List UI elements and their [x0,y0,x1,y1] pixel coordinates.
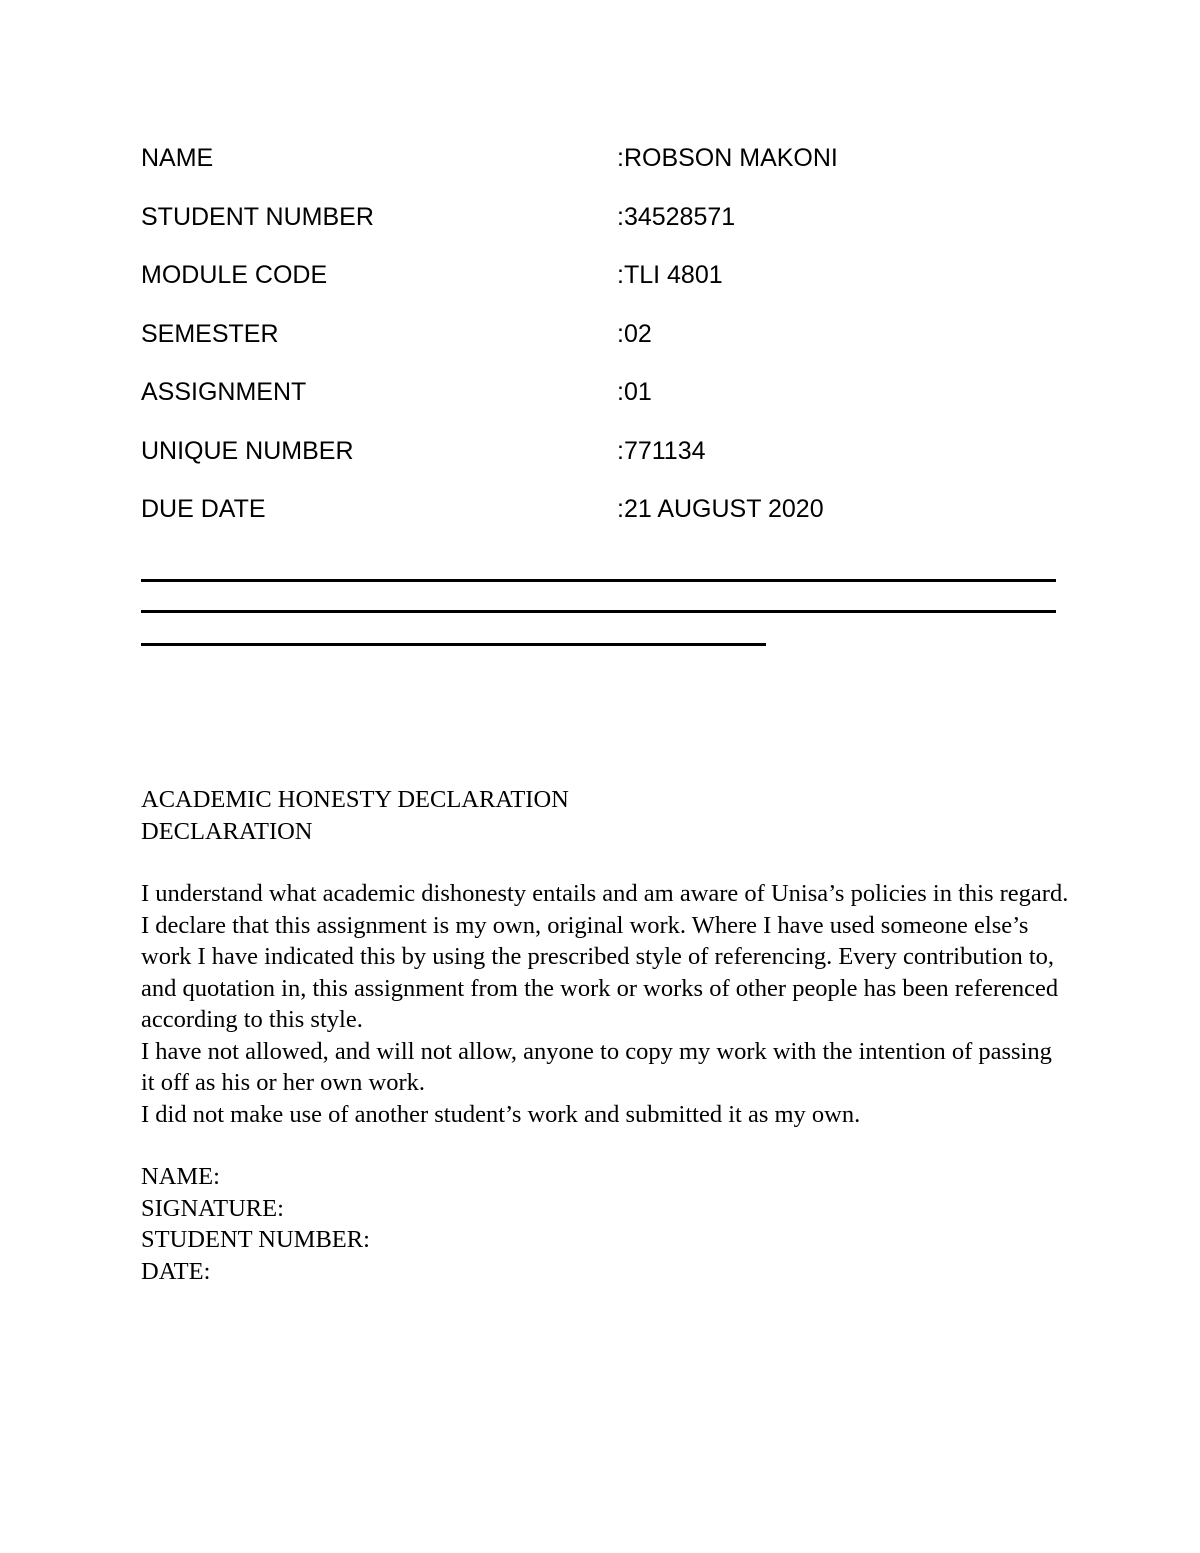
info-row-unique-number [141,431,1061,490]
info-label: ASSIGNMENT [141,378,307,406]
info-row-due-date [141,489,1061,548]
field-date-label: DATE: [141,1257,211,1285]
declaration-subheading: DECLARATION [141,817,313,845]
declaration-paragraph: I did not make use of another student’s work and submitted it as my own. [141,1100,861,1128]
info-value: :02 [617,319,652,348]
info-label: NAME [141,144,214,172]
declaration-fields [141,1161,1071,1287]
field-student-number-label: STUDENT NUMBER: [141,1226,370,1253]
separator-line [141,579,1056,582]
info-value: :21 AUGUST 2020 [617,495,824,523]
declaration-paragraph: I declare that this assignment is my own, original work. Where I have used someone else’s work I have indicated this by using the prescribed style of referencing. Every contribution to, and quotation in, this assignment from the work or works of other people has been referenced according to this style. [141,911,1059,1033]
info-row-assignment [141,372,1061,431]
info-row-module-code [141,255,1061,314]
info-value: :TLI 4801 [617,261,723,289]
cover-info-block [141,138,1061,548]
info-value: :01 [617,378,652,406]
info-label: MODULE CODE [141,261,328,289]
info-value: :ROBSON MAKONI [617,144,838,172]
info-row-name [141,138,1061,197]
declaration-heading: ACADEMIC HONESTY DECLARATION [141,786,569,813]
separator-line [141,643,766,646]
info-value: :771134 [617,436,706,465]
field-signature-label: SIGNATURE: [141,1194,284,1222]
field-name-label: NAME: [141,1163,220,1190]
separator-line [141,610,1056,613]
declaration-body [141,878,1071,1130]
declaration-paragraph: I have not allowed, and will not allow, anyone to copy my work with the intention of passing it off as his or her own work. [141,1037,1052,1096]
info-label: UNIQUE NUMBER [141,436,354,465]
info-row-semester [141,314,1061,373]
academic-honesty-declaration [141,784,1071,1287]
info-value: :34528571 [617,202,736,231]
info-label: DUE DATE [141,495,266,523]
info-label: SEMESTER [141,319,279,348]
declaration-paragraph: I understand what academic dishonesty entails and am aware of Unisa’s policies in this regard. [141,880,1069,907]
info-label: STUDENT NUMBER [141,202,374,231]
info-row-student-number [141,197,1061,256]
